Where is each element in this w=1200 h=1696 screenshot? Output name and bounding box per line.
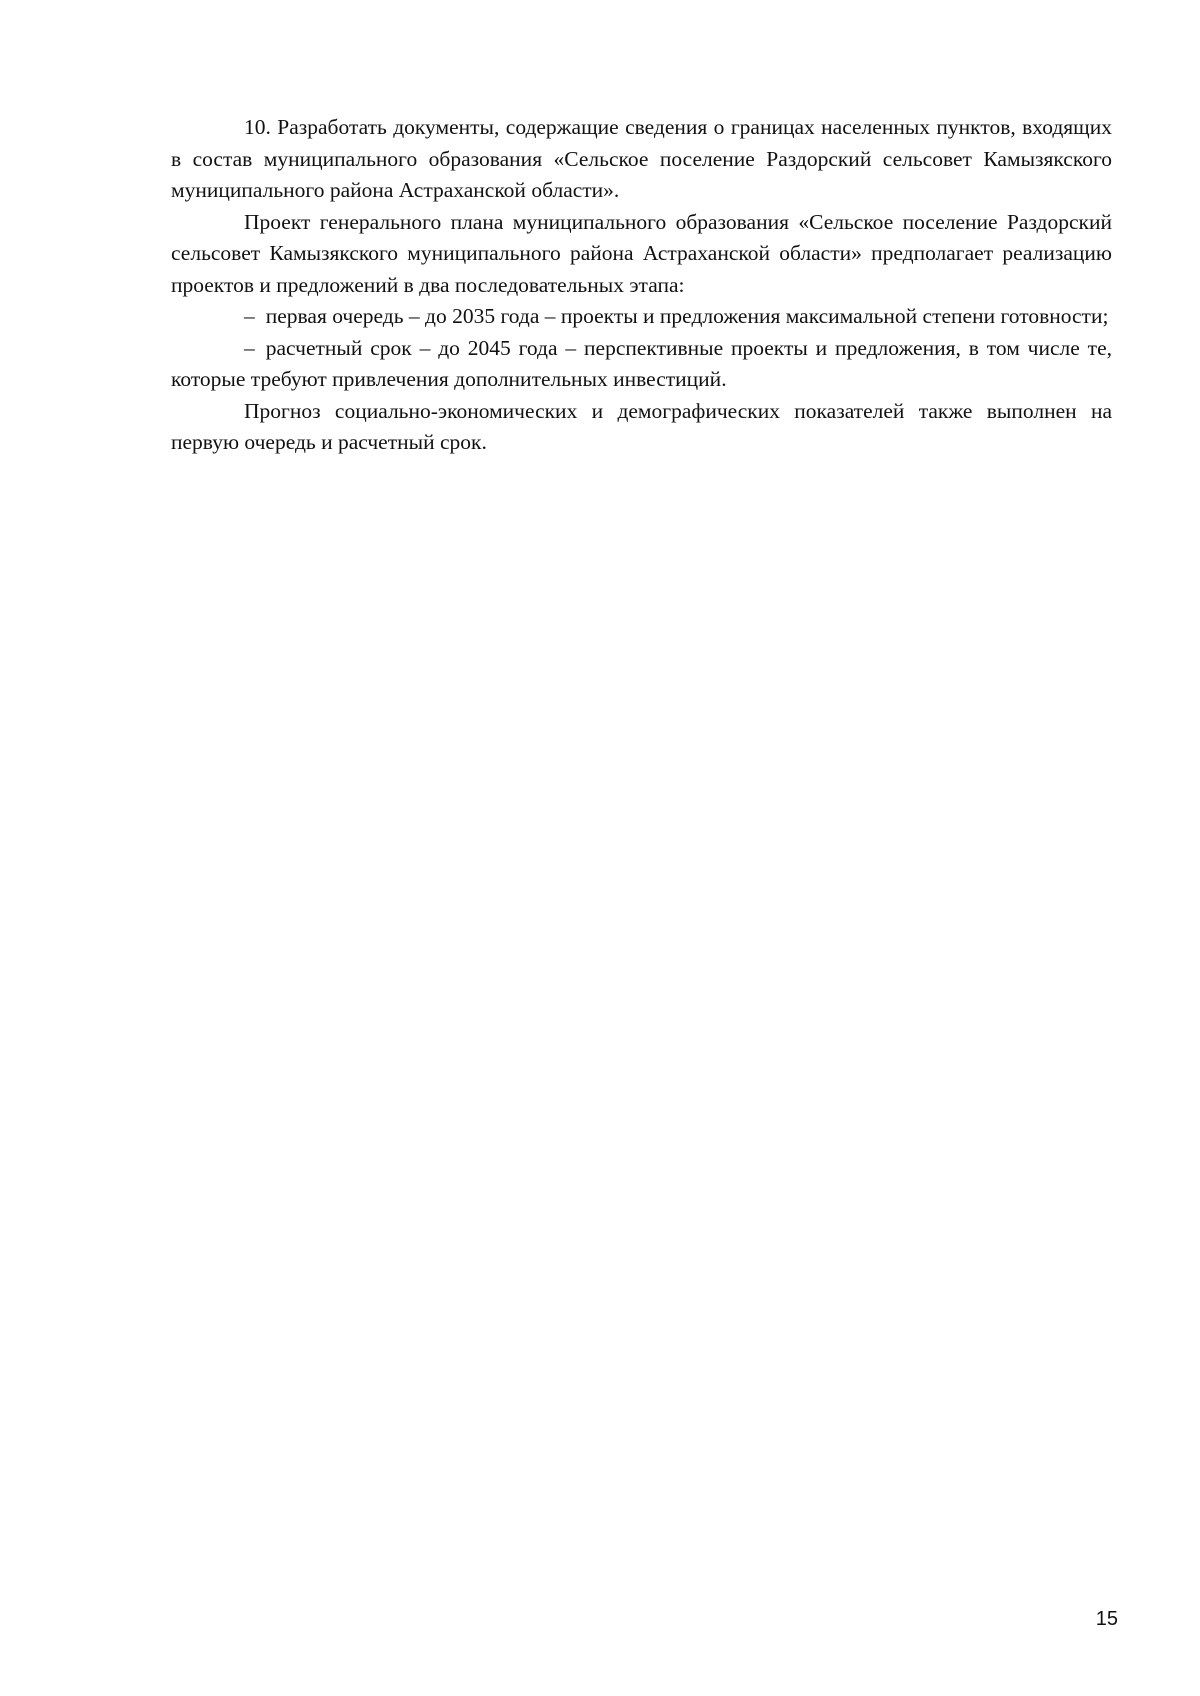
bullet-dash: – [244,304,255,328]
document-body [171,112,1112,459]
paragraph-item-10: 10. Разработать документы, содержащие сведения о границах населенных пунктов, входящих в состав муниципального образования «Сельское поселение Раздорский сельсовет Камызякского муниципального района Астраханской области». [171,115,1112,202]
paragraph-project-stages: Проект генерального плана муниципального образования «Сельское поселение Раздорский сельсовет Камызякского муниципального района Астраханской области» предполагает реализацию проектов и предложений в два последовательных этапа: [171,209,1112,297]
page-number: 15 [1095,1608,1118,1630]
bullet-dash: – [244,335,255,360]
paragraph-forecast: Прогноз социально-экономических и демографических показателей также выполнен на первую очередь и расчетный срок. [171,398,1112,454]
list-item-first-stage [171,301,1112,333]
list-item-text: первая очередь – до 2035 года – проекты и предложения максимальной степени готовности; [265,304,1109,328]
list-item-estimated-period [171,333,1112,396]
list-item-text: расчетный срок – до 2045 года – перспективные проекты и предложения, в том числе те, которые требуют привлечения дополнительных инвестиций. [171,335,1112,391]
